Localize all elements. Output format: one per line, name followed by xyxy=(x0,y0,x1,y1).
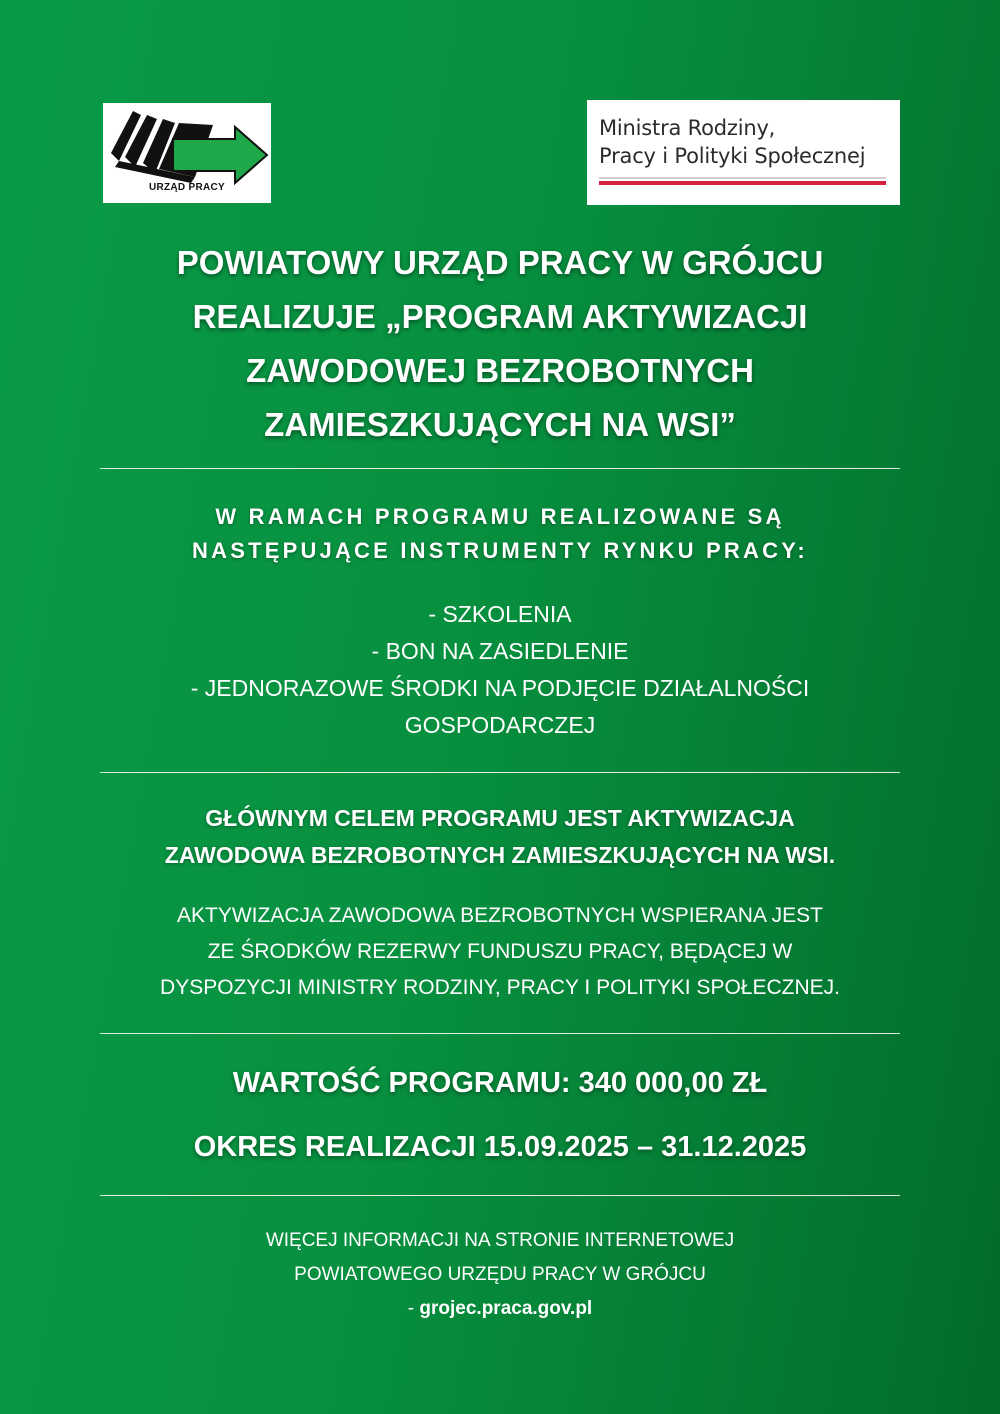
url-prefix: - xyxy=(407,1298,420,1319)
goal-description-line: AKTYWIZACJA ZAWODOWA BEZROBOTNYCH WSPIERANA JEST xyxy=(176,904,823,927)
list-item: - BON NA ZASIEDLENIE xyxy=(371,638,629,664)
goal-description xyxy=(80,898,920,1006)
divider xyxy=(100,468,900,469)
instruments-heading xyxy=(100,500,900,568)
list-item: - SZKOLENIA xyxy=(428,601,572,627)
poster-title xyxy=(100,236,900,452)
list-item: - JEDNORAZOWE ŚRODKI NA PODJĘCIE DZIAŁALNOŚCI xyxy=(190,675,810,701)
urzad-pracy-logo-text: URZĄD PRACY xyxy=(148,182,226,193)
goal-heading xyxy=(80,800,920,874)
ministry-logo xyxy=(587,100,900,205)
more-info xyxy=(100,1224,900,1326)
ministry-logo-line2: Pracy i Polityki Społecznej xyxy=(599,144,866,168)
goal-description-line: DYSPOZYCJI MINISTRY RODZINY, PRACY I POLITYKI SPOŁECZNEJ. xyxy=(160,976,840,999)
more-info-line: POWIATOWEGO URZĘDU PRACY W GRÓJCU xyxy=(294,1264,706,1285)
program-period: OKRES REALIZACJI 15.09.2025 – 31.12.2025 xyxy=(193,1131,807,1163)
flag-red-stripe xyxy=(599,181,886,185)
title-line: REALIZUJE „PROGRAM AKTYWIZACJI xyxy=(192,298,808,335)
goal-heading-line: ZAWODOWA BEZROBOTNYCH ZAMIESZKUJĄCYCH NA WSI. xyxy=(164,842,836,868)
more-info-url-line xyxy=(100,1292,900,1326)
flag-white-stripe xyxy=(599,177,886,179)
title-line: ZAMIESZKUJĄCYCH NA WSI” xyxy=(264,406,736,443)
website-link[interactable]: grojec.praca.gov.pl xyxy=(419,1298,593,1319)
title-line: POWIATOWY URZĄD PRACY W GRÓJCU xyxy=(176,244,824,281)
ministry-logo-line1: Ministra Rodziny, xyxy=(599,116,776,140)
instruments-heading-line: NASTĘPUJĄCE INSTRUMENTY RYNKU PRACY: xyxy=(192,538,808,563)
instruments-list xyxy=(100,596,900,744)
goal-description-line: ZE ŚRODKÓW REZERWY FUNDUSZU PRACY, BĘDĄCEJ W xyxy=(207,940,793,963)
more-info-line: WIĘCEJ INFORMACJI NA STRONIE INTERNETOWEJ xyxy=(265,1230,735,1251)
urzad-pracy-logo xyxy=(103,103,271,203)
goal-heading-line: GŁÓWNYM CELEM PROGRAMU JEST AKTYWIZACJA xyxy=(205,805,795,831)
title-line: ZAWODOWEJ BEZROBOTNYCH xyxy=(246,352,754,389)
instruments-heading-line: W RAMACH PROGRAMU REALIZOWANE SĄ xyxy=(215,504,785,529)
divider xyxy=(100,772,900,773)
list-item: GOSPODARCZEJ xyxy=(404,712,596,738)
divider xyxy=(100,1033,900,1034)
divider xyxy=(100,1195,900,1196)
program-value: WARTOŚĆ PROGRAMU: 340 000,00 ZŁ xyxy=(232,1067,768,1099)
